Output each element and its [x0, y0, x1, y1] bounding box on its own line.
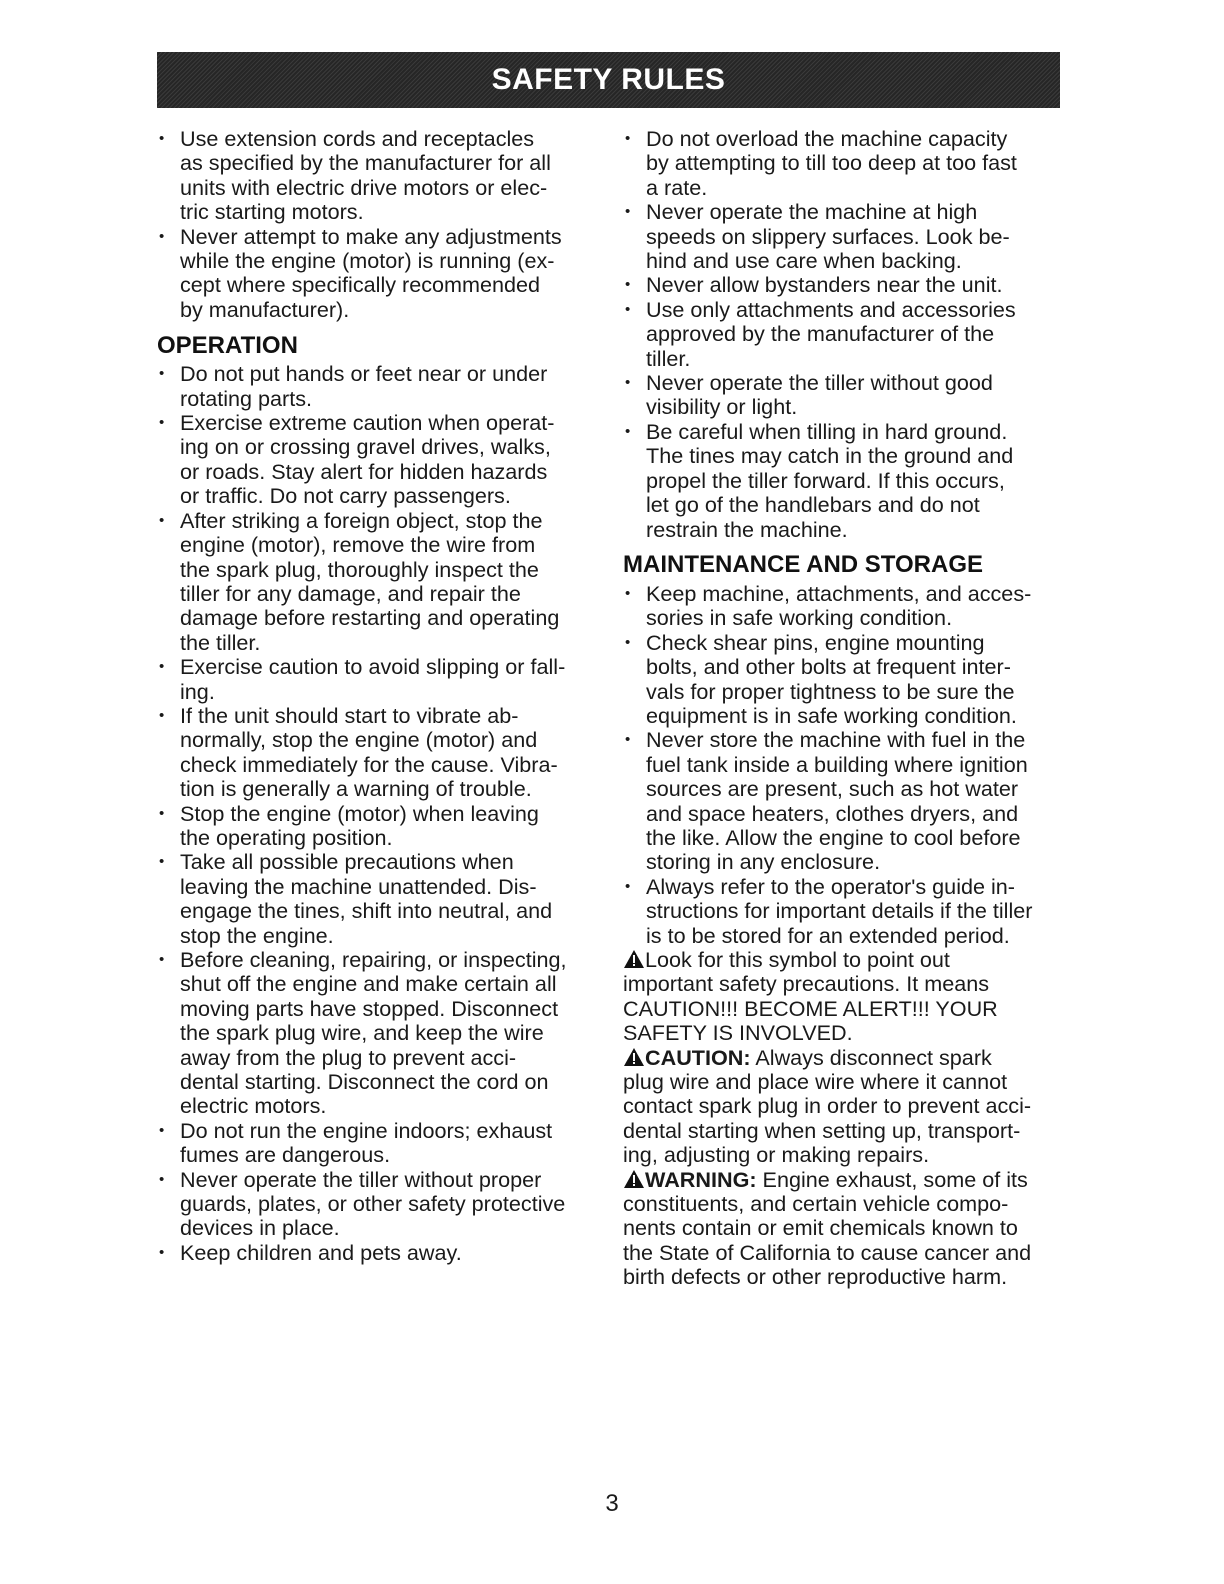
right-intro-list	[623, 127, 1068, 542]
rule-item	[157, 948, 607, 1119]
rule-item	[623, 631, 1068, 729]
rule-text-line: let go of the handlebars and do not	[646, 492, 980, 518]
bullet-icon: •	[159, 658, 165, 676]
rule-text-line: Never operate the machine at high	[646, 199, 978, 225]
operation-list	[157, 362, 607, 1265]
rule-text-line: the operating position.	[180, 824, 393, 850]
caution-note-line: Always disconnect spark	[750, 1044, 992, 1070]
rule-text-line: moving parts have stopped. Disconnect	[180, 995, 559, 1021]
rule-text-line: sories in safe working condition.	[646, 605, 953, 631]
rule-item	[157, 411, 607, 509]
rule-text-line: Do not run the engine indoors; exhaust	[180, 1117, 553, 1143]
rule-item	[157, 1168, 607, 1241]
caution-note-line: dental starting when setting up, transport-	[623, 1117, 1021, 1143]
rule-text-line: Check shear pins, engine mounting	[646, 629, 985, 655]
rule-item	[157, 1119, 607, 1168]
rule-text-line: ing.	[180, 678, 215, 704]
rule-text-line: Before cleaning, repairing, or inspecting,	[180, 947, 567, 972]
right-column	[623, 127, 1068, 1290]
bullet-icon: •	[159, 951, 165, 968]
warning-triangle-icon	[623, 949, 645, 969]
rule-text-line: the like. Allow the engine to cool before	[646, 824, 1021, 850]
operation-heading: OPERATION	[157, 332, 298, 360]
rule-text-line: Never operate the tiller without proper	[180, 1166, 542, 1192]
rule-text-line: by attempting to till too deep at too fast	[646, 150, 1017, 176]
bullet-icon: •	[625, 584, 631, 602]
rule-text-line: Use extension cords and receptacles	[180, 126, 535, 151]
bullet-icon: •	[159, 804, 165, 822]
rule-text-line: tiller.	[646, 345, 691, 371]
warning-note	[623, 1168, 1068, 1290]
symbol-note-line: important safety precautions. It means	[623, 971, 990, 997]
rule-text-line: Exercise extreme caution when operat-	[180, 410, 555, 436]
bullet-icon: •	[159, 1121, 165, 1139]
rule-text-line: cept where specifically recommended	[180, 272, 541, 298]
rule-text-line: Take all possible precautions when	[180, 849, 514, 875]
symbol-note-line: SAFETY IS INVOLVED.	[623, 1020, 853, 1046]
page-number: 3	[605, 1490, 619, 1517]
rule-text-line: units with electric drive motors or elec-	[180, 174, 548, 200]
rule-text-line: Exercise caution to avoid slipping or fall-	[180, 654, 566, 680]
warning-note-line: birth defects or other reproductive harm.	[623, 1264, 1008, 1290]
section-banner	[157, 52, 1060, 108]
rule-text-line: engine (motor), remove the wire from	[180, 532, 536, 558]
rule-text-line: Keep children and pets away.	[180, 1239, 462, 1265]
rule-text-line: vals for proper tightness to be sure the	[646, 678, 1015, 704]
rule-item	[623, 371, 1068, 420]
left-intro-list	[157, 127, 607, 322]
rule-item	[157, 802, 607, 851]
warning-label: WARNING:	[645, 1166, 757, 1192]
rule-text-line: storing in any enclosure.	[646, 849, 881, 875]
rule-text-line: a rate.	[646, 174, 708, 200]
rule-item	[157, 704, 607, 802]
rule-text-line: check immediately for the cause. Vibra-	[180, 751, 558, 777]
rule-text-line: Never operate the tiller without good	[646, 370, 993, 396]
rule-item	[623, 298, 1068, 371]
rule-item	[623, 420, 1068, 542]
bullet-icon: •	[159, 414, 165, 432]
caution-note-line: contact spark plug in order to prevent acci-	[623, 1093, 1032, 1119]
rule-item	[623, 875, 1068, 948]
rule-item	[623, 200, 1068, 273]
rule-text-line: Do not put hands or feet near or under	[180, 361, 548, 387]
caution-note-line: ing, adjusting or making repairs.	[623, 1142, 930, 1168]
rule-text-line: away from the plug to prevent acci-	[180, 1044, 517, 1070]
rule-text-line: Be careful when tilling in hard ground.	[646, 418, 1008, 444]
rule-text-line: approved by the manufacturer of the	[646, 321, 995, 347]
rule-text-line: Stop the engine (motor) when leaving	[180, 800, 539, 826]
bullet-icon: •	[159, 1243, 165, 1261]
rule-text-line: Never store the machine with fuel in the	[646, 727, 1026, 753]
bullet-icon: •	[625, 130, 631, 147]
rule-text-line: Never attempt to make any adjustments	[180, 223, 562, 249]
bullet-icon: •	[625, 633, 631, 651]
rule-text-line: while the engine (motor) is running (ex-	[180, 248, 555, 274]
rule-text-line: Never allow bystanders near the unit.	[646, 272, 1003, 298]
rule-text-line: visibility or light.	[646, 394, 798, 420]
rule-text-line: The tines may catch in the ground and	[646, 443, 1014, 469]
rule-text-line: tiller for any damage, and repair the	[180, 580, 521, 606]
maintenance-heading: MAINTENANCE AND STORAGE	[623, 550, 984, 578]
rule-text-line: Use only attachments and accessories	[646, 296, 1016, 322]
rule-text-line: If the unit should start to vibrate ab-	[180, 702, 519, 728]
rule-text-line: fuel tank inside a building where ignition	[646, 751, 1028, 777]
rule-text-line: electric motors.	[180, 1093, 327, 1119]
rule-item	[623, 127, 1068, 200]
rule-text-line: the tiller.	[180, 629, 261, 655]
rule-text-line: tion is generally a warning of trouble.	[180, 776, 532, 802]
symbol-note-line: Look for this symbol to point out	[645, 947, 950, 972]
rule-text-line: shut off the engine and make certain all	[180, 971, 557, 997]
rule-text-line: or roads. Stay alert for hidden hazards	[180, 458, 548, 484]
rule-text-line: ing on or crossing gravel drives, walks,	[180, 434, 551, 460]
bullet-icon: •	[625, 422, 631, 440]
rule-item	[157, 1241, 607, 1265]
rule-item	[623, 273, 1068, 297]
bullet-icon: •	[159, 706, 165, 724]
warning-note-line: constituents, and certain vehicle compo-	[623, 1191, 1009, 1217]
rule-text-line: dental starting. Disconnect the cord on	[180, 1069, 549, 1095]
rule-text-line: stop the engine.	[180, 922, 334, 948]
rule-text-line: the spark plug, thoroughly inspect the	[180, 556, 539, 582]
rule-text-line: as specified by the manufacturer for all	[180, 150, 551, 176]
bullet-icon: •	[159, 853, 165, 871]
caution-note	[623, 1046, 1068, 1168]
symbol-note-line: CAUTION!!! BECOME ALERT!!! YOUR	[623, 995, 998, 1021]
bullet-icon: •	[625, 374, 631, 392]
rule-text-line: sources are present, such as hot water	[646, 776, 1019, 802]
rule-text-line: hind and use care when backing.	[646, 248, 962, 274]
rule-item	[157, 362, 607, 411]
rule-item	[623, 728, 1068, 874]
rule-text-line: damage before restarting and operating	[180, 605, 560, 631]
banner-title: SAFETY RULES	[491, 63, 726, 96]
rule-text-line: Always refer to the operator's guide in-	[646, 873, 1016, 899]
bullet-icon: •	[625, 276, 631, 294]
rule-item	[157, 127, 607, 225]
rule-text-line: normally, stop the engine (motor) and	[180, 727, 538, 753]
symbol-note	[623, 948, 1068, 1046]
rule-item	[157, 655, 607, 704]
warning-note-line: Engine exhaust, some of its	[756, 1166, 1028, 1192]
rule-text-line: fumes are dangerous.	[180, 1142, 391, 1168]
warning-note-line: the State of California to cause cancer and	[623, 1239, 1032, 1265]
rule-text-line: restrain the machine.	[646, 516, 848, 542]
rule-text-line: guards, plates, or other safety protective	[180, 1191, 566, 1217]
warning-triangle-icon	[623, 1047, 645, 1067]
bullet-icon: •	[159, 130, 165, 147]
maintenance-list	[623, 582, 1068, 948]
rule-text-line: Do not overload the machine capacity	[646, 126, 1008, 151]
rule-text-line: speeds on slippery surfaces. Look be-	[646, 223, 1010, 249]
rule-text-line: propel the tiller forward. If this occurs,	[646, 467, 1005, 493]
rule-text-line: After striking a foreign object, stop the	[180, 507, 543, 533]
rule-item	[157, 850, 607, 948]
rule-text-line: Keep machine, attachments, and acces-	[646, 580, 1032, 606]
bullet-icon: •	[159, 1170, 165, 1188]
bullet-icon: •	[625, 300, 631, 318]
rule-item	[623, 582, 1068, 631]
bullet-icon: •	[625, 877, 631, 895]
rule-text-line: tric starting motors.	[180, 199, 364, 225]
caution-label: CAUTION:	[645, 1044, 751, 1070]
bullet-icon: •	[159, 511, 165, 529]
rule-text-line: rotating parts.	[180, 385, 313, 411]
rule-text-line: devices in place.	[180, 1215, 340, 1241]
rule-text-line: bolts, and other bolts at frequent inter-	[646, 654, 1011, 680]
rule-text-line: the spark plug wire, and keep the wire	[180, 1020, 544, 1046]
rule-text-line: equipment is in safe working condition.	[646, 702, 1017, 728]
bullet-icon: •	[625, 203, 631, 221]
caution-note-line: plug wire and place wire where it cannot	[623, 1069, 1008, 1095]
rule-text-line: by manufacturer).	[180, 296, 350, 322]
rule-text-line: and space heaters, clothes dryers, and	[646, 800, 1019, 826]
rule-item	[157, 225, 607, 323]
bullet-icon: •	[625, 731, 631, 749]
left-column	[157, 127, 607, 1265]
rule-text-line: leaving the machine unattended. Dis-	[180, 873, 537, 899]
rule-text-line: engage the tines, shift into neutral, and	[180, 898, 553, 924]
bullet-icon: •	[159, 227, 165, 245]
rule-text-line: structions for important details if the tiller	[646, 898, 1033, 924]
warning-note-line: nents contain or emit chemicals known to	[623, 1215, 1018, 1241]
bullet-icon: •	[159, 365, 165, 383]
warning-triangle-icon	[623, 1169, 645, 1189]
rule-item	[157, 509, 607, 655]
rule-text-line: or traffic. Do not carry passengers.	[180, 483, 511, 509]
rule-text-line: is to be stored for an extended period.	[646, 922, 1010, 948]
